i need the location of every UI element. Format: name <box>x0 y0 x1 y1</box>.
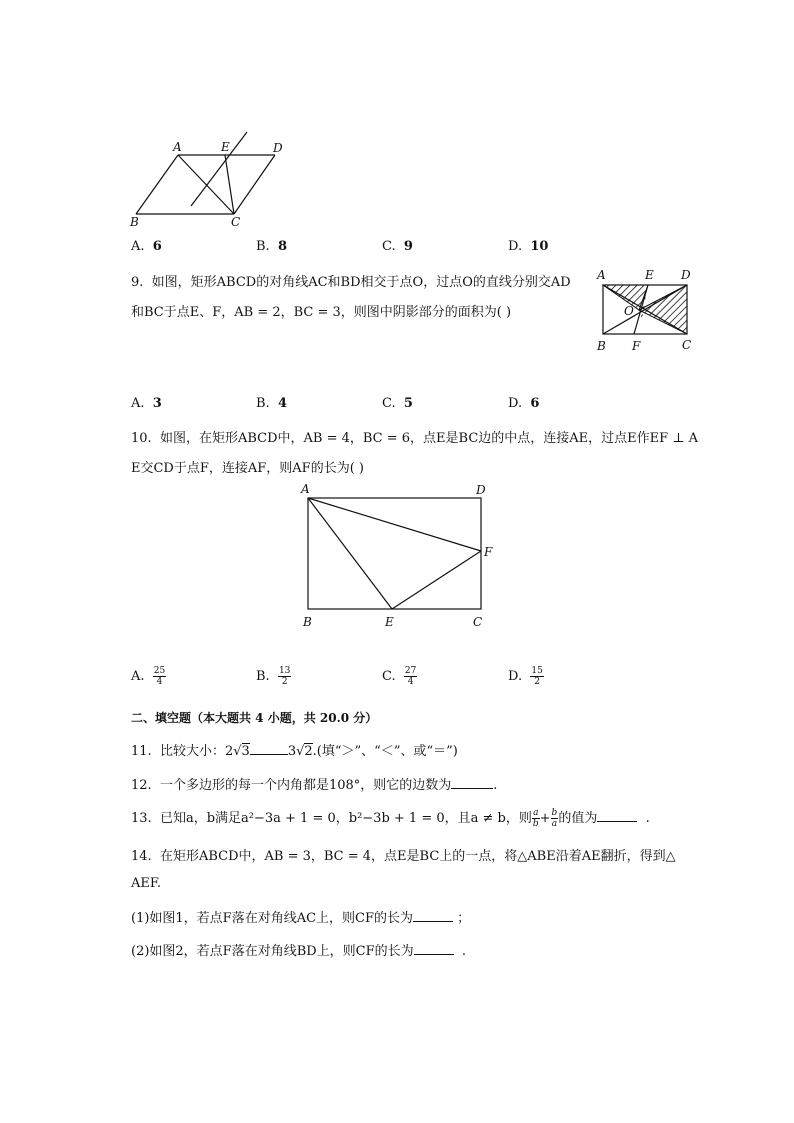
q14-text-1: 在矩形ABCD中，AB = 3，BC = 4，点E是BC上的一点，将△ABE沿着AE翻折，得到△ <box>159 849 676 864</box>
q13-plus: + <box>539 811 551 826</box>
q10-text-1: 如图，在矩形ABCD中，AB = 4，BC = 6，点E是BC边的中点，连接AE，过点E作EF ⊥ A <box>159 431 699 446</box>
q12-end: . <box>493 778 498 793</box>
q14-stem-line1 <box>131 845 676 864</box>
q9-label-e: E <box>645 268 654 282</box>
q14-number: 14. <box>131 849 152 864</box>
q8-option-b: B. 8 <box>256 239 287 254</box>
q8-label-a: A <box>173 140 182 154</box>
q11: 11. 比较大小：2√3 3√2.(填“＞”、“＜”、或“＝”) <box>131 744 458 759</box>
q8-label-e: E <box>221 140 230 154</box>
q13-pre: 已知a，b满足a²−3a + 1 = 0，b²−3b + 1 = 0，且a ≠ b，则 <box>159 811 532 826</box>
q8-option-a: A. 6 <box>131 239 162 254</box>
q10-label-f: F <box>484 545 493 559</box>
q14-sub1 <box>131 907 470 926</box>
q13-fraction-b-a: $\frac{b}{a}$ <box>551 808 558 829</box>
q9-stem-line2: 和BC于点E、F，AB = 2，BC = 3，则图中阴影部分的面积为( ) <box>131 305 512 320</box>
q9-text-1: 如图，矩形ABCD的对角线AC和BD相交于点O，过点O的直线分别交AD <box>151 275 571 290</box>
q10-option-b: B. $\frac{13}{2}$ <box>256 666 291 687</box>
q14-stem-line2: AEF. <box>131 876 162 891</box>
q11-number: 11. <box>131 744 152 759</box>
q11-radicand-2: 2 <box>304 744 313 759</box>
q10-option-d: D. $\frac{15}{2}$ <box>508 666 543 687</box>
q10-option-a: A. $\frac{25}{4}$ <box>131 666 166 687</box>
q9-stem-line1 <box>131 271 571 290</box>
q9-label-o: O <box>624 304 634 318</box>
q9-option-a: A. 3 <box>131 396 162 411</box>
q9-option-d: D. 6 <box>508 396 540 411</box>
q11-radicand-1: 3 <box>241 744 250 759</box>
q9-label-b: B <box>597 339 606 353</box>
q12-answer-blank[interactable] <box>451 776 493 789</box>
q8-figure <box>125 132 285 232</box>
q10-label-c: C <box>473 615 483 629</box>
q13 <box>131 807 650 829</box>
q14-sub2-text: (2)如图2，若点F落在对角线BD上，则CF的长为 <box>131 944 414 959</box>
q10-label-e: E <box>385 615 394 629</box>
section-2-heading: 二、填空题（本大题共 4 小题，共 20.0 分） <box>131 711 378 725</box>
q8-option-d: D. 10 <box>508 239 549 254</box>
q9-number: 9. <box>131 275 144 290</box>
q13-fraction-a-b: $\frac{a}{b}$ <box>532 808 539 829</box>
q10-figure <box>296 478 506 630</box>
q13-end: . <box>645 811 650 826</box>
q12 <box>131 774 497 793</box>
q9-label-c: C <box>682 338 692 352</box>
q9-label-f: F <box>632 339 641 353</box>
q9-label-d: D <box>681 268 691 282</box>
q11-pre: 比较大小：2 <box>159 744 234 759</box>
q11-answer-blank[interactable] <box>250 742 288 755</box>
q8-option-c: C. 9 <box>382 239 413 254</box>
q10-number: 10. <box>131 431 152 446</box>
q9-option-c: C. 5 <box>382 396 413 411</box>
q11-mid: 3 <box>287 744 297 759</box>
q8-label-d: D <box>273 141 283 155</box>
q14-sub2-end: . <box>461 944 467 959</box>
q11-post: .(填“＞”、“＜”、或“＝”) <box>312 744 458 759</box>
q10-option-c: C. $\frac{27}{4}$ <box>382 666 417 687</box>
q14-sub1-answer-blank[interactable] <box>413 909 453 922</box>
q14-sub1-end: ； <box>457 911 471 926</box>
q14-sub2 <box>131 940 466 959</box>
q9-figure <box>592 266 702 358</box>
q13-post: 的值为 <box>558 811 598 826</box>
q12-number: 12. <box>131 778 152 793</box>
q10-label-d: D <box>476 483 486 497</box>
q8-label-b: B <box>130 215 139 229</box>
q10-label-a: A <box>301 482 310 496</box>
q14-sub1-text: (1)如图1，若点F落在对角线AC上，则CF的长为 <box>131 911 414 926</box>
q10-label-b: B <box>303 615 312 629</box>
q10-stem-line1 <box>131 427 698 446</box>
q13-number: 13. <box>131 811 152 826</box>
q13-answer-blank[interactable] <box>597 809 637 822</box>
q9-label-a: A <box>597 268 606 282</box>
q12-text: 一个多边形的每一个内角都是108°，则它的边数为 <box>159 778 452 793</box>
q8-label-c: C <box>231 215 241 229</box>
q10-stem-line2: E交CD于点F，连接AF，则AF的长为( ) <box>131 461 364 476</box>
q9-option-b: B. 4 <box>256 396 287 411</box>
q14-sub2-answer-blank[interactable] <box>414 942 454 955</box>
